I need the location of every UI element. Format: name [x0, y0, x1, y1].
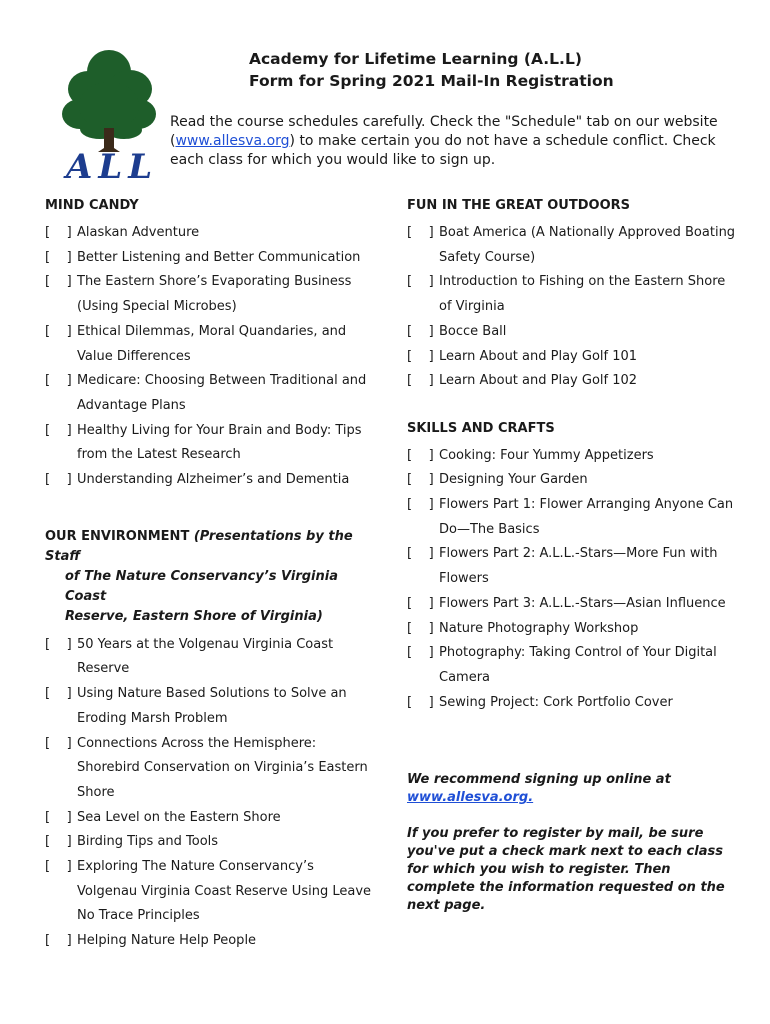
course-item [407, 641, 737, 690]
course-title: Designing Your Garden [439, 472, 588, 488]
environment-heading: OUR ENVIRONMENT [45, 528, 190, 544]
course-title: Exploring The Nature Conservancy’s Volgenau Virginia Coast Reserve Using Leave No Trace Principles [77, 859, 372, 924]
course-checkbox[interactable]: [ ] [45, 225, 72, 240]
course-checkbox[interactable]: [ ] [45, 636, 72, 652]
course-item [45, 468, 375, 493]
course-checkbox[interactable]: [ ] [45, 809, 72, 825]
tree-icon [62, 50, 156, 152]
recommend-text: We recommend signing up online at [407, 772, 671, 788]
course-checkbox[interactable]: [ ] [407, 274, 434, 290]
course-title: Flowers Part 3: A.L.L.-Stars—Asian Influence [439, 595, 726, 611]
course-item [407, 444, 737, 469]
course-item [407, 691, 737, 716]
course-title: Better Listening and Better Communication [77, 249, 361, 265]
course-checkbox[interactable]: [ ] [45, 686, 72, 702]
course-title: Photography: Taking Control of Your Digital Camera [439, 645, 717, 685]
course-item [45, 855, 375, 929]
intro-paragraph [170, 113, 730, 170]
mail-note: If you prefer to register by mail, be sure you've put a check mark next to each class for which you wish to register. Then complete the information requested on the next page. [407, 826, 725, 914]
recommend-note [407, 771, 737, 807]
right-column [407, 196, 737, 915]
course-title: Learn About and Play Golf 101 [439, 348, 638, 364]
course-checkbox[interactable]: [ ] [407, 472, 434, 488]
course-checkbox[interactable]: [ ] [45, 933, 72, 949]
course-checkbox[interactable]: [ ] [45, 274, 72, 290]
course-checkbox[interactable]: [ ] [45, 859, 72, 875]
section-heading-mind-candy: MIND CANDY [45, 198, 139, 213]
logo-letters: ALL [66, 147, 158, 184]
website-link[interactable]: www.allesva.org [175, 133, 290, 149]
course-title: Nature Photography Workshop [439, 620, 639, 636]
course-checkbox[interactable]: [ ] [407, 497, 434, 513]
course-checkbox[interactable]: [ ] [45, 422, 72, 438]
course-item [45, 806, 375, 831]
course-title: Understanding Alzheimer’s and Dementia [77, 472, 350, 488]
course-item [45, 732, 375, 806]
course-checkbox[interactable]: [ ] [407, 645, 434, 661]
course-title: 50 Years at the Volgenau Virginia Coast Reserve [77, 636, 334, 677]
intro-text-end: ) to make certain you do not have a schedule conflict. Check each class for which you would like to sign up. [170, 133, 716, 168]
course-item [45, 369, 375, 418]
course-title: Birding Tips and Tools [77, 834, 219, 850]
course-checkbox[interactable]: [ ] [407, 373, 434, 389]
course-checkbox[interactable]: [ ] [45, 323, 72, 339]
course-checkbox[interactable]: [ ] [407, 620, 434, 636]
form-title [249, 48, 614, 92]
course-title: Flowers Part 1: Flower Arranging Anyone Can Do—The Basics [439, 497, 734, 537]
course-item [45, 221, 375, 246]
course-title: Introduction to Fishing on the Eastern Shore of Virginia [439, 274, 726, 315]
course-checkbox[interactable]: [ ] [45, 834, 72, 850]
intro-text-start: Read the course schedules carefully. Check the "Schedule" tab on our website ( [170, 114, 718, 149]
recommend-link[interactable]: www.allesva.org. [407, 790, 534, 806]
title-line-2: Form for Spring 2021 Mail-In Registration [249, 72, 614, 90]
course-title: Connections Across the Hemisphere: Shorebird Conservation on Virginia’s Eastern Shore [77, 735, 368, 800]
course-checkbox[interactable]: [ ] [407, 546, 434, 562]
course-item [407, 369, 737, 394]
course-item [407, 617, 737, 642]
course-checkbox[interactable]: [ ] [45, 735, 72, 751]
section-heading-crafts: SKILLS AND CRAFTS [407, 420, 555, 436]
course-item [45, 419, 375, 468]
course-item [45, 320, 375, 369]
course-checkbox[interactable]: [ ] [45, 249, 72, 265]
course-item [407, 221, 737, 270]
title-line-1: Academy for Lifetime Learning (A.L.L) [249, 50, 582, 68]
course-item [407, 592, 737, 617]
section-heading-outdoors: FUN IN THE GREAT OUTDOORS [407, 198, 630, 213]
course-item [45, 929, 375, 954]
environment-subheading-2: of The Nature Conservancy’s Virginia Coast [65, 568, 338, 604]
course-checkbox[interactable]: [ ] [45, 373, 72, 389]
course-title: Using Nature Based Solutions to Solve an Eroding Marsh Problem [77, 686, 347, 726]
course-item [407, 542, 737, 591]
course-title: Bocce Ball [439, 323, 507, 339]
course-title: Healthy Living for Your Brain and Body: Tips from the Latest Research [77, 422, 362, 463]
mind-candy-list [45, 221, 375, 493]
all-logo [60, 44, 158, 184]
course-item [45, 633, 375, 682]
course-checkbox[interactable]: [ ] [45, 472, 72, 488]
course-item [407, 493, 737, 542]
course-checkbox[interactable]: [ ] [407, 348, 434, 364]
course-item [45, 270, 375, 319]
environment-list [45, 633, 375, 954]
section-heading-environment [45, 527, 375, 627]
course-title: Flowers Part 2: A.L.L.-Stars—More Fun with Flowers [439, 546, 718, 587]
course-title: Learn About and Play Golf 102 [439, 373, 638, 389]
course-title: Helping Nature Help People [77, 933, 257, 949]
course-title: Ethical Dilemmas, Moral Quandaries, and Value Differences [77, 323, 347, 364]
course-title: Cooking: Four Yummy Appetizers [439, 447, 654, 463]
course-item [407, 468, 737, 493]
environment-subheading-3: Reserve, Eastern Shore of Virginia) [65, 608, 323, 624]
outdoors-list [407, 221, 737, 394]
course-checkbox[interactable]: [ ] [407, 323, 434, 339]
left-column [45, 196, 375, 954]
course-title: The Eastern Shore’s Evaporating Business (Using Special Microbes) [77, 274, 352, 315]
course-checkbox[interactable]: [ ] [407, 595, 434, 611]
crafts-list [407, 444, 737, 716]
course-title: Alaskan Adventure [77, 225, 200, 240]
course-item [45, 246, 375, 271]
course-title: Medicare: Choosing Between Traditional and Advantage Plans [77, 373, 367, 413]
course-title: Sea Level on the Eastern Shore [77, 809, 281, 825]
course-item [45, 682, 375, 731]
course-title: Boat America (A Nationally Approved Boating Safety Course) [439, 225, 736, 265]
course-item [407, 270, 737, 319]
course-item [407, 320, 737, 345]
course-item [45, 830, 375, 855]
course-item [407, 345, 737, 370]
course-checkbox[interactable]: [ ] [407, 447, 434, 463]
course-checkbox[interactable]: [ ] [407, 694, 434, 710]
course-checkbox[interactable]: [ ] [407, 225, 434, 240]
course-title: Sewing Project: Cork Portfolio Cover [439, 694, 673, 710]
environment-subheading-1: (Presentations by the Staff [45, 528, 353, 564]
